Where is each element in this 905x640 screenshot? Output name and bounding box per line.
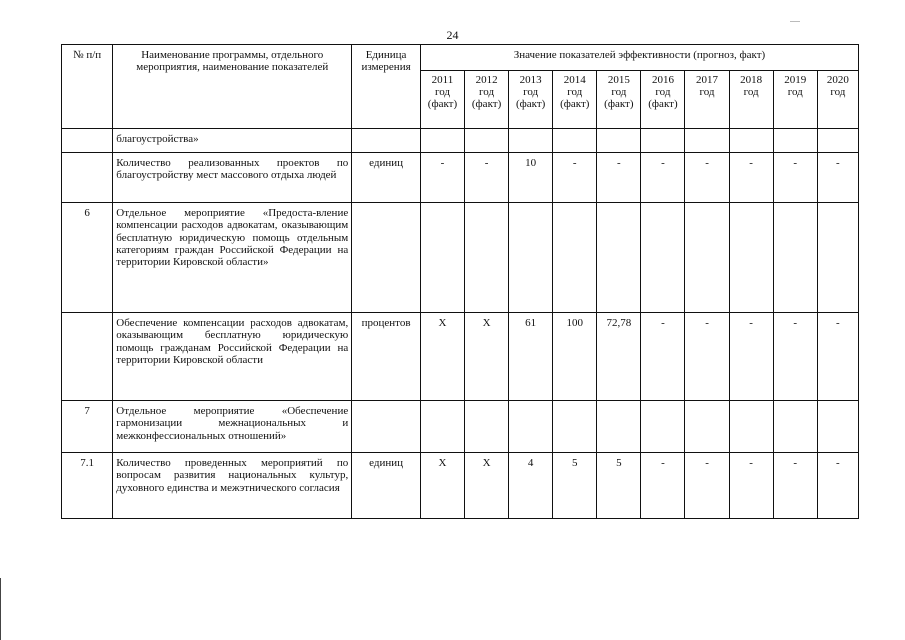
- value-cell-2017: [685, 203, 729, 313]
- header-year-note: (факт): [648, 98, 678, 110]
- value-cell-2018: -: [729, 453, 773, 519]
- value-cell-2017: -: [685, 313, 729, 401]
- value-cell-2014: 5: [553, 453, 597, 519]
- header-year-2011: [420, 71, 464, 129]
- header-year-label: год: [699, 86, 715, 98]
- row-name: Отдельное мероприятие «Предоста-вление компенсации расходов адвокатам, оказывающим бесплатную юридическую помощь отдельным категориям граждан Российской Федерации на территории Кировской области»: [113, 203, 352, 313]
- value-cell-2018: [729, 401, 773, 453]
- row-number: [62, 153, 113, 203]
- row-number: [62, 129, 113, 153]
- value-cell-2018: [729, 129, 773, 153]
- row-number: 7: [62, 401, 113, 453]
- value-cell-2011: [420, 401, 464, 453]
- header-year-label: год: [655, 86, 671, 98]
- table-row: [62, 401, 859, 453]
- value-cell-2016: -: [641, 153, 685, 203]
- header-year-year: 2020: [826, 74, 849, 86]
- header-name: Наименование программы, отдельного мероприятия, наименование показателей: [113, 45, 352, 129]
- value-cell-2013: [509, 203, 553, 313]
- row-unit: [352, 129, 421, 153]
- scan-artifact: [790, 21, 800, 22]
- header-year-2019: [773, 71, 817, 129]
- header-year-label: год: [523, 86, 539, 98]
- table-row: [62, 453, 859, 519]
- value-cell-2020: -: [817, 153, 858, 203]
- row-unit: [352, 401, 421, 453]
- table-row: [62, 153, 859, 203]
- row-number: 6: [62, 203, 113, 313]
- row-number: 7.1: [62, 453, 113, 519]
- header-year-note: (факт): [515, 98, 546, 110]
- value-cell-2014: -: [553, 153, 597, 203]
- value-cell-2016: [641, 401, 685, 453]
- header-year-label: год: [567, 86, 583, 98]
- header-year-label: год: [787, 86, 803, 98]
- value-cell-2016: -: [641, 453, 685, 519]
- value-cell-2016: [641, 129, 685, 153]
- value-cell-2014: [553, 129, 597, 153]
- value-cell-2019: -: [773, 453, 817, 519]
- value-cell-2011: [420, 203, 464, 313]
- value-cell-2015: -: [597, 153, 641, 203]
- value-cell-2012: -: [465, 153, 509, 203]
- indicators-table: [61, 44, 859, 519]
- row-name: Количество проведенных мероприятий по вопросам развития национальных культур, духовного единства и межэтнического согласия: [113, 453, 352, 519]
- header-year-2015: [597, 71, 641, 129]
- value-cell-2017: [685, 401, 729, 453]
- row-name: благоустройства»: [113, 129, 352, 153]
- scan-edge-line: [0, 578, 1, 640]
- value-cell-2019: [773, 401, 817, 453]
- value-cell-2013: 61: [509, 313, 553, 401]
- row-unit: процентов: [352, 313, 421, 401]
- table-row: [62, 129, 859, 153]
- header-year-label: год: [830, 86, 846, 98]
- value-cell-2011: -: [420, 153, 464, 203]
- value-cell-2012: [465, 203, 509, 313]
- header-year-note: (факт): [427, 98, 458, 110]
- value-cell-2017: -: [685, 453, 729, 519]
- value-cell-2015: [597, 401, 641, 453]
- header-year-2018: [729, 71, 773, 129]
- value-cell-2019: [773, 203, 817, 313]
- value-cell-2015: 5: [597, 453, 641, 519]
- value-cell-2013: 4: [509, 453, 553, 519]
- row-number: [62, 313, 113, 401]
- value-cell-2019: [773, 129, 817, 153]
- header-year-year: 2011: [431, 74, 454, 86]
- header-year-2013: [509, 71, 553, 129]
- header-year-2014: [553, 71, 597, 129]
- value-cell-2020: -: [817, 313, 858, 401]
- value-cell-2015: [597, 203, 641, 313]
- value-cell-2020: [817, 203, 858, 313]
- value-cell-2015: 72,78: [597, 313, 641, 401]
- row-unit: [352, 203, 421, 313]
- value-cell-2012: [465, 129, 509, 153]
- header-year-2017: [685, 71, 729, 129]
- value-cell-2013: [509, 129, 553, 153]
- value-cell-2020: [817, 401, 858, 453]
- header-year-year: 2015: [607, 74, 630, 86]
- header-year-note: (факт): [560, 98, 590, 110]
- row-unit: единиц: [352, 153, 421, 203]
- header-year-year: 2019: [784, 74, 807, 86]
- header-year-2020: [817, 71, 858, 129]
- value-cell-2020: -: [817, 453, 858, 519]
- row-name: Отдельное мероприятие «Обеспечение гармонизации межнациональных и межконфессиональных отношений»: [113, 401, 352, 453]
- value-cell-2016: -: [641, 313, 685, 401]
- value-cell-2020: [817, 129, 858, 153]
- value-cell-2019: -: [773, 313, 817, 401]
- row-unit: единиц: [352, 453, 421, 519]
- value-cell-2015: [597, 129, 641, 153]
- header-values-group: Значение показателей эффективности (прогноз, факт): [420, 45, 858, 71]
- value-cell-2012: Х: [465, 453, 509, 519]
- page-number: 24: [446, 28, 459, 42]
- value-cell-2018: -: [729, 313, 773, 401]
- row-name: Обеспечение компенсации расходов адвокатам, оказывающим бесплатную юридическую помощь гражданам Российской Федерации на территории Кировской области: [113, 313, 352, 401]
- table-row: [62, 313, 859, 401]
- header-year-year: 2016: [651, 74, 674, 86]
- header-num: № п/п: [62, 45, 113, 129]
- value-cell-2013: [509, 401, 553, 453]
- value-cell-2013: 10: [509, 153, 553, 203]
- header-year-year: 2012: [475, 74, 498, 86]
- value-cell-2011: [420, 129, 464, 153]
- value-cell-2017: -: [685, 153, 729, 203]
- header-year-year: 2014: [563, 74, 586, 86]
- header-year-note: (факт): [471, 98, 502, 110]
- value-cell-2016: [641, 203, 685, 313]
- header-year-label: год: [434, 86, 450, 98]
- value-cell-2014: [553, 401, 597, 453]
- value-cell-2014: [553, 203, 597, 313]
- row-name: Количество реализованных проектов по благоустройству мест массового отдыха людей: [113, 153, 352, 203]
- value-cell-2018: -: [729, 153, 773, 203]
- header-year-2016: [641, 71, 685, 129]
- header-year-year: 2017: [696, 74, 719, 86]
- header-year-2012: [465, 71, 509, 129]
- value-cell-2011: Х: [420, 313, 464, 401]
- value-cell-2011: Х: [420, 453, 464, 519]
- header-year-label: год: [479, 86, 495, 98]
- header-year-note: (факт): [604, 98, 634, 110]
- table-row: [62, 203, 859, 313]
- header-year-year: 2018: [740, 74, 763, 86]
- header-unit: Единица измерения: [352, 45, 421, 129]
- header-year-label: год: [611, 86, 627, 98]
- header-year-year: 2013: [519, 74, 542, 86]
- value-cell-2012: [465, 401, 509, 453]
- header-year-label: год: [743, 86, 759, 98]
- value-cell-2018: [729, 203, 773, 313]
- value-cell-2019: -: [773, 153, 817, 203]
- value-cell-2014: 100: [553, 313, 597, 401]
- value-cell-2012: Х: [465, 313, 509, 401]
- value-cell-2017: [685, 129, 729, 153]
